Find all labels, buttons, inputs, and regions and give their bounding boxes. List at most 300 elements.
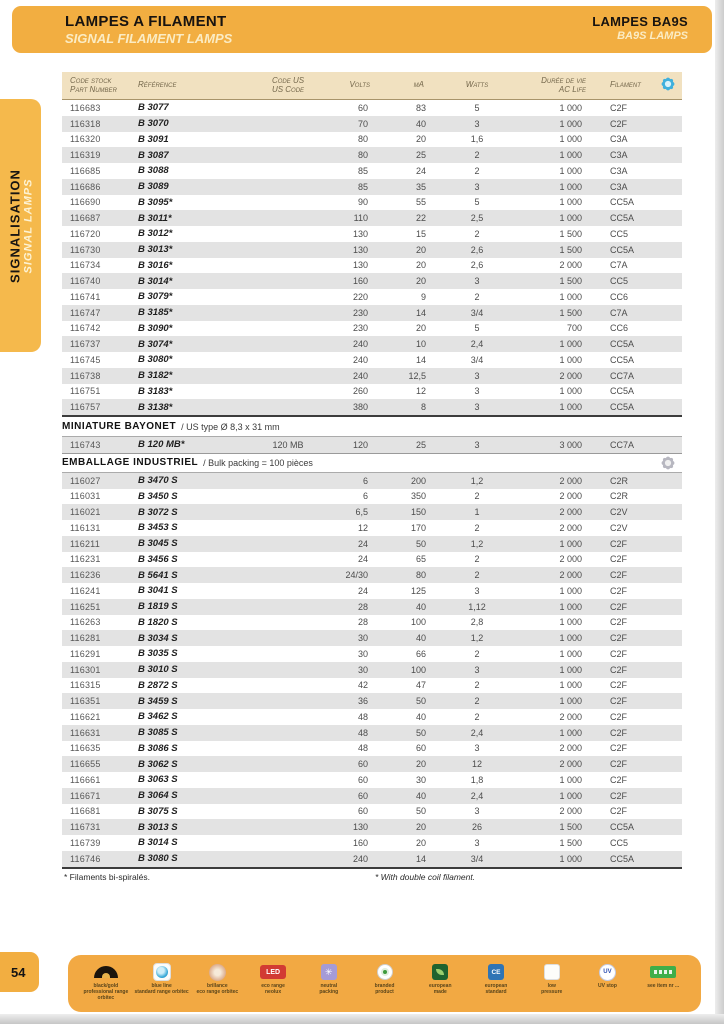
legend-caption-line: eco range — [261, 983, 285, 989]
col-header — [510, 77, 596, 94]
table-row — [62, 788, 682, 804]
table-cell: B 3041 S — [138, 585, 178, 597]
table-row — [62, 399, 682, 415]
table-cell: 116731 — [70, 822, 101, 833]
table-cell: 130 — [352, 228, 368, 239]
table-cell: CC5A — [610, 213, 635, 224]
table-cell: 116320 — [70, 134, 101, 145]
table-cell: C2F — [610, 790, 628, 801]
table-cell: B 3070 — [138, 118, 169, 130]
table-cell: C2V — [610, 522, 628, 533]
page-number: 54 — [11, 964, 26, 980]
legend-caption-line: product — [375, 988, 394, 995]
table-cell: 40 — [415, 633, 426, 644]
table-cell: 160 — [352, 837, 368, 848]
col-header — [62, 77, 134, 94]
legend-caption — [485, 984, 508, 996]
table-cell: 200 — [410, 475, 426, 486]
legend-caption — [261, 984, 285, 996]
table-cell: 2 000 — [559, 370, 582, 381]
table-cell: B 5641 S — [138, 569, 178, 581]
table-cell: 60 — [357, 806, 368, 817]
legend-caption-line: see item nr ... — [647, 983, 680, 989]
table-cell: 12 — [357, 522, 368, 533]
table-cell: 8 — [420, 402, 426, 413]
table-cell: 1,2 — [470, 538, 484, 549]
table-cell: 116742 — [70, 323, 101, 334]
col-header-line1: Watts — [465, 80, 489, 90]
page-title-en: SIGNAL FILAMENT LAMPS — [65, 31, 233, 46]
table-cell: B 3013 S — [138, 821, 178, 833]
table-row — [62, 851, 682, 867]
table-cell: 2 — [474, 150, 480, 161]
table-cell: 5 — [474, 197, 480, 208]
table-cell: 1 000 — [559, 680, 582, 691]
table-cell: C7A — [610, 260, 628, 271]
table-cell: 5 — [474, 323, 480, 334]
lamp-type-en: BA9S LAMPS — [617, 30, 688, 42]
table-row — [62, 226, 682, 242]
table-cell: 1 000 — [559, 339, 582, 350]
table-cell: 1 000 — [559, 197, 582, 208]
table-row — [62, 520, 682, 536]
table-cell: 1 000 — [559, 386, 582, 397]
table-cell: 22 — [415, 213, 426, 224]
legend-item — [189, 962, 245, 996]
table-row — [62, 100, 682, 116]
table-cell: B 3450 S — [138, 490, 178, 502]
table-cell: C2F — [610, 727, 628, 738]
table-cell: B 3045 S — [138, 538, 178, 550]
legend-caption — [196, 984, 238, 996]
table-cell: 6 — [362, 475, 368, 486]
table-cell: 116318 — [70, 118, 101, 129]
table-cell: B 3453 S — [138, 522, 178, 534]
table-cell: CC5 — [610, 276, 629, 287]
footnote-fr: * Filaments bi-spiralés. — [64, 872, 150, 882]
table-row — [62, 804, 682, 820]
branded-product-icon — [377, 964, 393, 980]
table-cell: 3 000 — [559, 439, 582, 450]
table-cell: 220 — [352, 291, 368, 302]
table-row — [62, 116, 682, 132]
led-neolux-icon: LED — [260, 965, 286, 979]
table-cell: 3 — [474, 118, 480, 129]
legend-caption — [598, 984, 617, 990]
table-cell: 100 — [410, 664, 426, 675]
table-cell: 3/4 — [470, 354, 484, 365]
table-cell: C7A — [610, 307, 628, 318]
table-row — [62, 678, 682, 694]
european-standard-icon: CE — [488, 964, 504, 980]
table-row — [62, 567, 682, 583]
table-cell: 1 000 — [559, 853, 582, 864]
table-cell: 116743 — [70, 439, 101, 450]
table-cell: B 3091 — [138, 133, 169, 145]
legend-caption-line: made — [433, 988, 447, 995]
table-cell: 2 000 — [559, 507, 582, 518]
table-cell: 3 — [474, 664, 480, 675]
table-cell: 230 — [352, 323, 368, 334]
table-cell: 116737 — [70, 339, 101, 350]
table-cell: C2F — [610, 538, 628, 549]
table-cell: 2 000 — [559, 806, 582, 817]
legend-item — [301, 962, 357, 996]
product-table — [62, 72, 682, 869]
table-cell: B 3138* — [138, 401, 173, 413]
col-header-line1: Volts — [349, 80, 370, 90]
table-cell: 380 — [352, 402, 368, 413]
table-cell: 100 — [410, 617, 426, 628]
table-cell: 1 000 — [559, 790, 582, 801]
table-row — [62, 615, 682, 631]
table-cell: CC6 — [610, 323, 629, 334]
table-cell: B 3088 — [138, 165, 169, 177]
table-cell: 116751 — [70, 386, 101, 397]
legend-caption — [135, 984, 189, 996]
table-cell: 1 000 — [559, 664, 582, 675]
table-cell: 40 — [415, 118, 426, 129]
table-cell: 2 — [474, 711, 480, 722]
category-side-tab — [0, 99, 41, 352]
table-cell: C2R — [610, 491, 629, 502]
table-cell: 116687 — [70, 213, 101, 224]
table-cell: CC7A — [610, 439, 635, 450]
table-cell: 116741 — [70, 291, 101, 302]
table-cell: B 3062 S — [138, 758, 178, 770]
table-cell: B 3183* — [138, 385, 173, 397]
table-cell: 1 000 — [559, 118, 582, 129]
table-cell: 116734 — [70, 260, 101, 271]
table-cell: 60 — [357, 102, 368, 113]
table-cell: B 3034 S — [138, 632, 178, 644]
gray-flower-icon — [661, 457, 675, 474]
blue-dot — [156, 966, 168, 978]
table-cell: 1,6 — [470, 134, 484, 145]
table-cell: 2 000 — [559, 759, 582, 770]
table-cell: 240 — [352, 853, 368, 864]
table-cell: 116739 — [70, 837, 101, 848]
table-cell: 1 000 — [559, 774, 582, 785]
table-cell: 2 — [474, 228, 480, 239]
table-cell: C2F — [610, 806, 628, 817]
table-cell: 1 000 — [559, 165, 582, 176]
table-cell: 116746 — [70, 853, 101, 864]
table-cell: 14 — [415, 307, 426, 318]
table-cell: 30 — [415, 774, 426, 785]
table-cell: 2 — [474, 570, 480, 581]
table-cell: B 3089 — [138, 181, 169, 193]
section-subtitle: / Bulk packing = 100 pièces — [203, 457, 313, 468]
col-header-line1: mA — [413, 80, 424, 90]
table-cell: CC5A — [610, 339, 635, 350]
table-cell: 116301 — [70, 664, 101, 675]
table-cell: 3 — [474, 806, 480, 817]
black-gold-arch-icon — [94, 966, 118, 978]
legend-caption-line: low — [547, 983, 556, 989]
table-cell: 1 500 — [559, 837, 582, 848]
table-cell: 2,6 — [470, 260, 484, 271]
low-pressure-icon — [544, 964, 560, 980]
table-cell: C2F — [610, 102, 628, 113]
table-cell: 116690 — [70, 197, 101, 208]
table-cell: B 2872 S — [138, 679, 178, 691]
table-cell: 3 — [474, 370, 480, 381]
table-cell: 3/4 — [470, 853, 484, 864]
table-cell: 1,2 — [470, 475, 484, 486]
table-cell: 3 — [474, 439, 480, 450]
table-cell: 30 — [357, 664, 368, 675]
col-header — [444, 81, 510, 90]
table-cell: 2,4 — [470, 790, 484, 801]
legend-item — [245, 962, 301, 996]
table-cell: 116655 — [70, 759, 101, 770]
legend-caption — [647, 984, 679, 990]
table-row — [62, 289, 682, 305]
table-cell: 160 — [352, 276, 368, 287]
table-cell: 30 — [357, 633, 368, 644]
uv-stop-icon: UV — [599, 964, 616, 981]
table-cell: B 3010 S — [138, 664, 178, 676]
table-cell: C2F — [610, 696, 628, 707]
legend-caption-line: eco range orbitec — [196, 988, 239, 995]
legend-caption-line: standard — [485, 988, 507, 995]
table-cell: 40 — [415, 601, 426, 612]
header-icon-cell — [654, 77, 682, 94]
lamp-type-fr: LAMPES BA9S — [592, 14, 688, 29]
legend-caption — [78, 984, 134, 1001]
table-cell: 2,4 — [470, 339, 484, 350]
table-cell: 116738 — [70, 370, 101, 381]
table-cell: CC5A — [610, 822, 635, 833]
table-cell: 116251 — [70, 601, 101, 612]
table-cell: 130 — [352, 260, 368, 271]
table-cell: B 120 MB* — [138, 439, 185, 451]
table-row — [62, 179, 682, 195]
table-cell: 60 — [415, 743, 426, 754]
table-cell: 2 000 — [559, 743, 582, 754]
table-cell: 2,4 — [470, 727, 484, 738]
blue-flower-icon — [661, 77, 675, 94]
table-cell: 85 — [357, 165, 368, 176]
table-cell: 240 — [352, 370, 368, 381]
table-cell: CC5 — [610, 228, 629, 239]
table-cell: B 3014* — [138, 275, 173, 287]
table-cell: 65 — [415, 554, 426, 565]
table-row — [62, 630, 682, 646]
table-cell: 116291 — [70, 648, 101, 659]
table-cell: 1 000 — [559, 402, 582, 413]
legend-caption-line: european — [484, 983, 508, 989]
table-cell: 2 — [474, 165, 480, 176]
table-row — [62, 242, 682, 258]
table-cell: 25 — [415, 150, 426, 161]
table-cell: B 3072 S — [138, 506, 178, 518]
table-cell: B 3090* — [138, 322, 173, 334]
table-cell: 3 — [474, 181, 480, 192]
table-cell: 116031 — [70, 491, 101, 502]
col-header — [332, 81, 388, 90]
table-cell: 9 — [420, 291, 426, 302]
col-header — [596, 81, 654, 90]
col-header-line1: Code US — [271, 76, 305, 85]
table-row — [62, 536, 682, 552]
table-body — [62, 100, 682, 869]
table-row — [62, 741, 682, 757]
table-cell: 116740 — [70, 276, 101, 287]
table-cell: 60 — [357, 790, 368, 801]
table-cell: 2 000 — [559, 475, 582, 486]
table-cell: 170 — [410, 522, 426, 533]
legend-caption — [319, 984, 338, 996]
table-row — [62, 336, 682, 352]
legend-item — [134, 962, 190, 996]
green-dot — [381, 968, 389, 976]
col-header — [134, 81, 244, 90]
table-cell: 116281 — [70, 633, 101, 644]
table-cell: C2F — [610, 774, 628, 785]
table-cell: B 3080 S — [138, 853, 178, 865]
table-cell: 150 — [410, 507, 426, 518]
col-header — [388, 81, 444, 90]
col-header-line1: Filament — [610, 80, 641, 90]
legend-bar — [68, 955, 701, 1012]
table-cell: 14 — [415, 853, 426, 864]
footnote-en: * With double coil filament. — [375, 872, 476, 882]
table-cell: B 3014 S — [138, 837, 178, 849]
table-cell: 1 000 — [559, 291, 582, 302]
table-cell: 12,5 — [408, 370, 426, 381]
table-cell: 12 — [415, 386, 426, 397]
table-cell: 116661 — [70, 774, 101, 785]
table-cell: B 3456 S — [138, 553, 178, 565]
table-cell: CC5A — [610, 244, 635, 255]
table-cell: 2,6 — [470, 244, 484, 255]
table-cell: 116681 — [70, 806, 101, 817]
brillance-icon — [209, 964, 226, 981]
banner-left-titles — [65, 13, 232, 46]
table-row — [62, 368, 682, 384]
table-cell: B 3064 S — [138, 790, 178, 802]
table-cell: 20 — [415, 822, 426, 833]
table-cell: 20 — [415, 323, 426, 334]
legend-item — [635, 962, 691, 990]
table-cell: 48 — [357, 743, 368, 754]
section-title: MINIATURE BAYONET — [62, 421, 177, 432]
table-row — [62, 835, 682, 851]
table-cell: 1 500 — [559, 228, 582, 239]
table-cell: CC5A — [610, 853, 635, 864]
table-cell: 116730 — [70, 244, 101, 255]
table-header — [62, 72, 682, 100]
table-cell: 1,12 — [468, 601, 486, 612]
col-header — [244, 77, 332, 94]
table-cell: 1 000 — [559, 134, 582, 145]
legend-caption-line: black/gold — [93, 983, 119, 989]
table-cell: 2 000 — [559, 570, 582, 581]
table-cell: 116631 — [70, 727, 101, 738]
table-cell: 40 — [415, 790, 426, 801]
table-cell: 116241 — [70, 585, 101, 596]
table-cell: B 3074* — [138, 338, 173, 350]
table-cell: 2 — [474, 648, 480, 659]
table-cell: 3 — [474, 585, 480, 596]
table-cell: B 3085 S — [138, 727, 178, 739]
table-cell: 1,2 — [470, 633, 484, 644]
table-cell: 3 — [474, 837, 480, 848]
category-side-tab-labels — [7, 169, 34, 283]
table-cell: 120 MB — [272, 439, 304, 450]
table-row — [62, 132, 682, 148]
table-cell: 6,5 — [355, 507, 368, 518]
table-cell: 2 000 — [559, 711, 582, 722]
legend-caption-line: professional range orbitec — [83, 988, 129, 1001]
table-cell: CC5A — [610, 386, 635, 397]
table-cell: B 3012* — [138, 228, 173, 240]
table-cell: 116621 — [70, 711, 101, 722]
table-cell: B 3013* — [138, 244, 173, 256]
table-cell: 3 — [474, 402, 480, 413]
table-row — [62, 725, 682, 741]
table-cell: C2F — [610, 648, 628, 659]
table-cell: 1 000 — [559, 150, 582, 161]
legend-caption-line: branded — [374, 983, 395, 989]
table-cell: 130 — [352, 244, 368, 255]
page-edge-bottom — [0, 1014, 724, 1024]
table-cell: 350 — [410, 491, 426, 502]
table-cell: 116745 — [70, 354, 101, 365]
legend-item — [412, 962, 468, 996]
table-row — [62, 772, 682, 788]
table-cell: 50 — [415, 696, 426, 707]
table-cell: B 3462 S — [138, 711, 178, 723]
page-edge-right — [715, 0, 724, 1024]
table-cell: 24 — [357, 538, 368, 549]
table-cell: 1 000 — [559, 538, 582, 549]
table-row — [62, 504, 682, 520]
legend-item — [524, 962, 580, 996]
table-cell: 116686 — [70, 181, 101, 192]
table-cell: 80 — [357, 134, 368, 145]
table-cell: 1 000 — [559, 696, 582, 707]
table-row — [62, 163, 682, 179]
legend-caption-line: neutral — [320, 983, 338, 989]
legend-caption-line: neolux — [265, 988, 282, 995]
table-cell: C2F — [610, 711, 628, 722]
table-cell: 116231 — [70, 554, 101, 565]
table-row — [62, 352, 682, 368]
table-cell: 40 — [415, 711, 426, 722]
table-cell: 20 — [415, 759, 426, 770]
table-cell: 70 — [357, 118, 368, 129]
table-cell: B 3470 S — [138, 475, 178, 487]
legend-caption — [375, 984, 395, 996]
table-cell: CC5A — [610, 354, 635, 365]
table-cell: 240 — [352, 354, 368, 365]
table-cell: 24 — [357, 554, 368, 565]
table-cell: 50 — [415, 727, 426, 738]
table-cell: 60 — [357, 774, 368, 785]
section-title: EMBALLAGE INDUSTRIEL — [62, 457, 199, 469]
table-cell: 42 — [357, 680, 368, 691]
table-row — [62, 693, 682, 709]
table-cell: 83 — [415, 102, 426, 113]
table-cell: 26 — [471, 822, 482, 833]
table-cell: 5 — [474, 102, 480, 113]
top-banner — [12, 6, 712, 53]
table-cell: 1 000 — [559, 213, 582, 224]
table-cell: C2F — [610, 601, 628, 612]
